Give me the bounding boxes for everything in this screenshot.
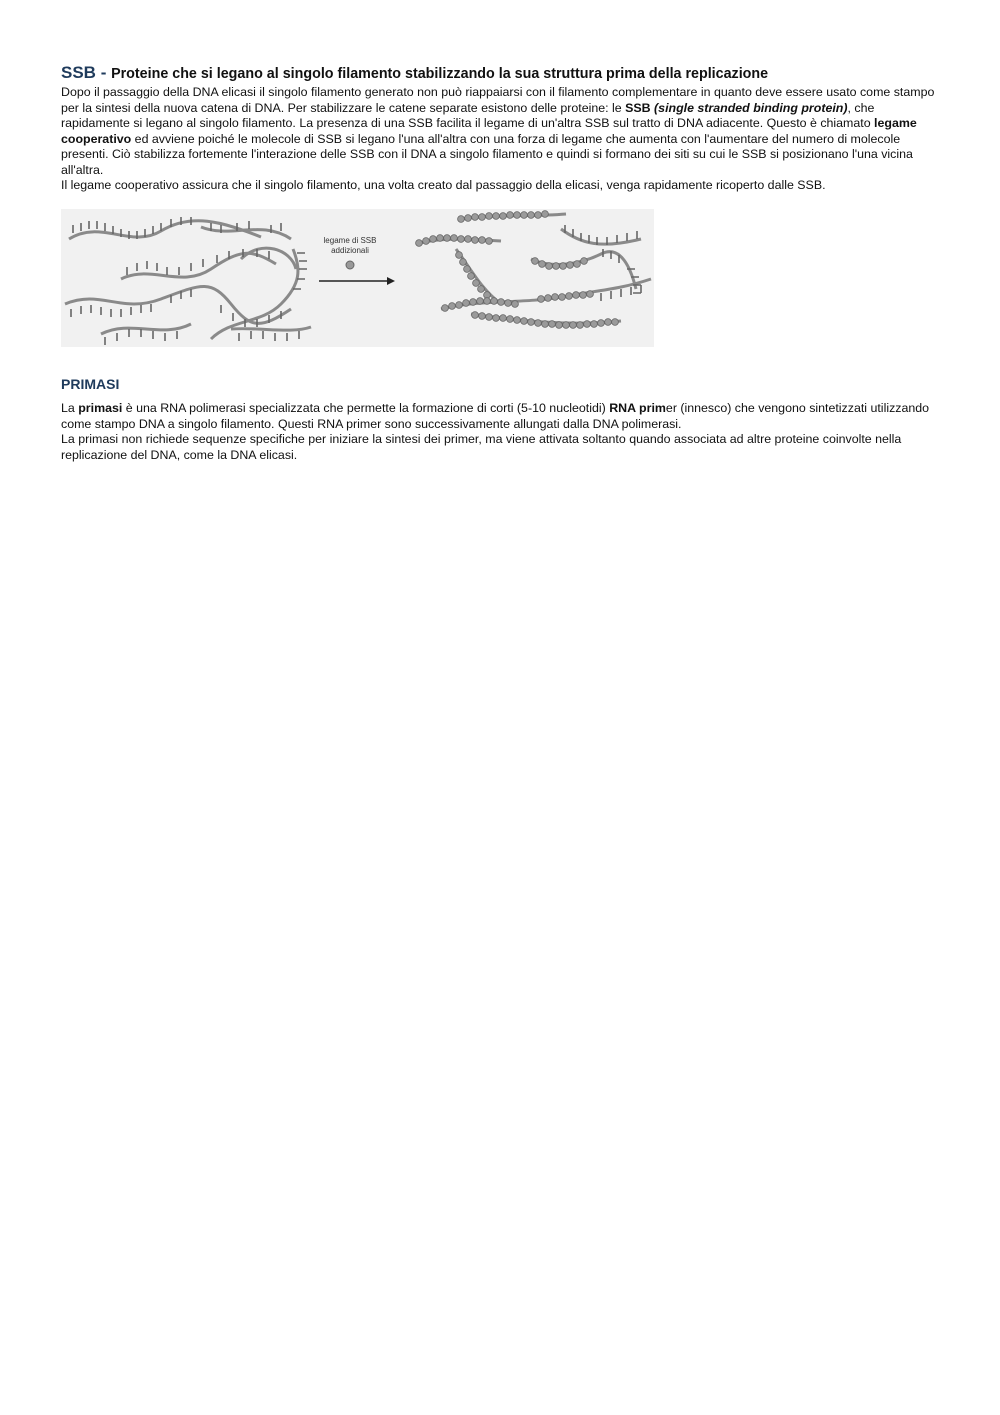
bold-legame-cooperativo: legame cooperativo: [61, 116, 917, 146]
bold-rna-prim: RNA prim: [609, 401, 666, 415]
text-run: è una RNA polimerasi specializzata che permette la formazione di corti (5-10 nucleotidi): [122, 401, 610, 415]
figure-label-line1: legame di SSB: [323, 236, 377, 245]
primasi-paragraph-1: [61, 401, 941, 432]
ssb-acronym: SSB: [61, 63, 96, 82]
document-page: [61, 60, 941, 462]
ssb-subtitle: Proteine che si legano al singolo filamento stabilizzando la sua struttura prima della replicazione: [111, 66, 769, 82]
ssb-protein-beads: [416, 211, 619, 329]
heading-separator: -: [95, 63, 112, 82]
bold-primasi: primasi: [78, 401, 123, 415]
text-run: ed avviene poiché le molecole di SSB si legano l'una all'altra con una forza di legame che aumenta con l'aumentare del numero di molecole presenti. Ciò stabilizza fortemente l'interazione delle SSB con il DNA a singolo filamento e quindi si formano dei siti su cui le SSB si posizionano l'una vicina all'altra.: [61, 131, 913, 177]
ssb-binding-figure: [61, 209, 654, 347]
text-run: er (innesco) che vengono sintetizzati utilizzando come stampo DNA a singolo filamento. Questi RNA primer sono successivamente allungati dalla DNA polimerasi.: [61, 401, 930, 431]
text-run: , che rapidamente si legano al singolo filamento. La presenza di una SSB facilita il legame di un'altra SSB sul tratto di DNA adiacente. Questo è chiamato: [61, 100, 875, 130]
text-run: Dopo il passaggio della DNA elicasi il singolo filamento generato non può riappaiarsi con il filamento complementare in quanto deve essere usato come stampo per la sintesi della nuova catena di DNA. Per stabilizzare le catene separate esistono delle proteine: le: [61, 85, 935, 115]
single-strand-dna-left: [65, 221, 311, 339]
ssb-paragraph-2: Il legame cooperativo assicura che il singolo filamento, una volta creato dal passaggio della elicasi, venga rapidamente ricoperto dalle SSB.: [61, 178, 826, 192]
figure-label-line2: addizionali: [331, 246, 369, 255]
ssb-heading: [61, 60, 941, 85]
ssb-paragraph-1: [61, 85, 941, 178]
bold-italic-full-name: (single stranded binding protein): [654, 100, 848, 115]
primasi-section: [61, 401, 941, 463]
ssb-additional-arrow: [319, 236, 395, 285]
primasi-heading: PRIMASI: [61, 376, 120, 392]
bold-ssb: SSB: [625, 100, 651, 115]
text-run: La: [61, 401, 79, 415]
primasi-paragraph-2: La primasi non richiede sequenze specifiche per iniziare la sintesi dei primer, ma viene attivata soltanto quando associata ad altre proteine coinvolte nella replicazione del DNA, come la DNA elicasi.: [61, 432, 902, 462]
